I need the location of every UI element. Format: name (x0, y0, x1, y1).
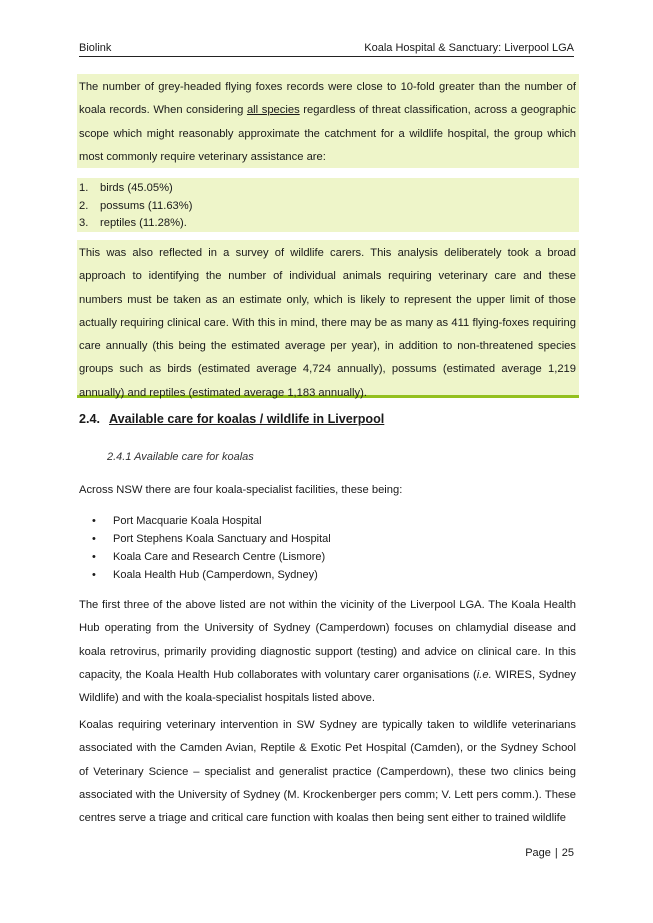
list-item (79, 215, 192, 233)
section-heading (79, 410, 384, 428)
section-title: Available care for koalas / wildlife in Liverpool (109, 412, 385, 426)
list-number: 3. (79, 217, 89, 230)
para4-text-a: The first three of the above listed are not within the vicinity of the Liverpool LGA. The Koala Health Hub operating from the University of Sydney (Camperdown) focuses on chlamydial disease and koala retrovirus, primarily providing diagnostic support (testing) and advice on clinical care. In this capacity, the Koala Health Hub collaborates with voluntary carer organisations ( (79, 599, 576, 681)
page-label: Page (525, 847, 551, 859)
para4-text-b: WIRES, Sydney Wildlife) and with the koala-specialist hospitals listed above. (79, 668, 576, 705)
para4-italic: i.e. (476, 668, 492, 681)
facilities-list (79, 512, 331, 584)
list-number: 2. (79, 199, 89, 212)
header-org: Biolink (79, 42, 112, 54)
list-item: • Port Macquarie Koala Hospital (79, 512, 331, 530)
para1-text-b: regardless of threat classification, across a geographic scope which might reasonably approximate the catchment for a wildlife hospital, the group which most commonly require veterinary assistance are: (79, 104, 576, 163)
list-number: 1. (79, 182, 89, 194)
subsection-heading: 2.4.1 Available care for koalas (107, 451, 254, 463)
paragraph-veterinary-intervention: Koalas requiring veterinary intervention in SW Sydney are typically taken to wildlife veterinarians associated with the Camden Avian, Reptile & Exotic Pet Hospital (Camden), or the Sydney School of Veterinary Science – specialist and generalist practice (Camperdown), these two clinics being associated with the University of Sydney (M. Krockenberger pers comm; V. Lett pers comm.). These centres serve a triage and critical care function with koalas then being sent either to trained wildlife (79, 719, 576, 825)
page-number: 25 (561, 847, 574, 859)
list-text: birds (45.05%) (100, 182, 173, 194)
page-footer (525, 847, 574, 859)
paragraph-carer-survey: This was also reflected in a survey of wildlife carers. This analysis deliberately took a broad approach to identifying the number of individual animals requiring veterinary care and these numbers must be taken as an estimate only, which is likely to represent the upper limit of those actually requiring clinical care. With this in mind, there may be as many as 411 flying-foxes requiring care annually (this being the estimated average per year), in addition to non-threatened species groups such as birds (estimated average 4,724 annually), possums (estimated average 1,219 annually) and reptiles (estimated average 1,183 annually). (79, 247, 576, 399)
numbered-list (79, 180, 192, 233)
list-item (79, 198, 192, 216)
running-header (79, 38, 574, 57)
list-item: • Koala Health Hub (Camperdown, Sydney) (79, 566, 331, 584)
section-number: 2.4. (79, 412, 101, 426)
header-title: Koala Hospital & Sanctuary: Liverpool LGA (364, 42, 574, 54)
list-item (79, 180, 192, 198)
list-text: possums (11.63%) (100, 199, 193, 212)
para1-text-a: The number of grey-headed flying foxes records were close to 10-fold greater than the number of koala records. When considering (79, 81, 576, 117)
para1-underlined: all species (246, 104, 300, 117)
list-item: • Koala Care and Research Centre (Lismore) (79, 548, 331, 566)
paragraph-nsw-facilities: Across NSW there are four koala-specialist facilities, these being: (79, 484, 403, 496)
page-separator: | (554, 847, 558, 859)
paragraph-flying-foxes (79, 76, 576, 169)
paragraph-koala-health-hub (79, 594, 576, 710)
list-item: • Port Stephens Koala Sanctuary and Hospital (79, 530, 331, 548)
list-text: reptiles (11.28%). (100, 217, 187, 230)
